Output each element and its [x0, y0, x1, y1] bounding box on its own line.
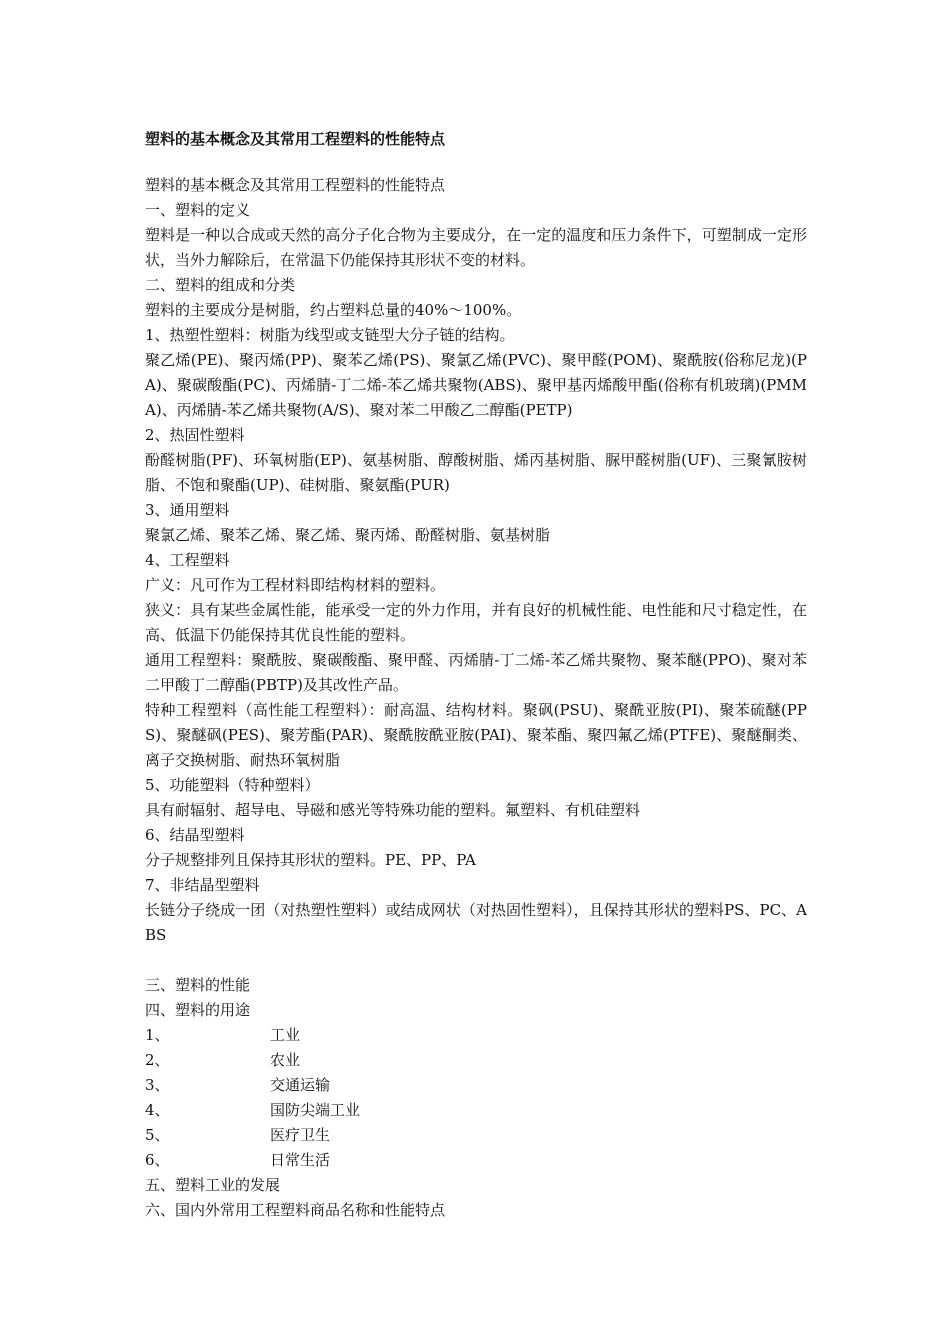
- list-item-number: 6、: [145, 1151, 170, 1169]
- section-heading: 五、塑料工业的发展: [145, 1176, 281, 1194]
- paragraph: 分子规整排列且保持其形状的塑料。PE、PP、PA: [145, 851, 476, 869]
- document-page: [145, 127, 807, 1223]
- paragraph: 具有耐辐射、超导电、导磁和感光等特殊功能的塑料。氟塑料、有机硅塑料: [145, 801, 641, 819]
- blank-line: [145, 948, 807, 973]
- paragraph: 特种工程塑料（高性能工程塑料）：耐高温、结构材料。聚砜(PSU)、聚酰亚胺(PI)、聚苯硫醚(PPS)、聚醚砜(PES)、聚芳酯(PAR)、聚酰胺酰亚胺(PAI)、聚苯酯、聚四氟乙烯(PTFE)、聚醚酮类、离子交换树脂、耐热环氧树脂: [145, 701, 807, 769]
- list-item-number: 2、: [145, 1051, 170, 1069]
- paragraph: 塑料是一种以合成或天然的高分子化合物为主要成分，在一定的温度和压力条件下，可塑制成一定形状，当外力解除后，在常温下仍能保持其形状不变的材料。: [145, 226, 807, 269]
- subsection-heading: 3、通用塑料: [145, 501, 230, 519]
- list-item-number: 4、: [145, 1101, 170, 1119]
- paragraph: 通用工程塑料：聚酰胺、聚碳酸酯、聚甲醛、丙烯腈-丁二烯-苯乙烯共聚物、聚苯醚(PPO)、聚对苯二甲酸丁二醇酯(PBTP)及其改性产品。: [145, 651, 807, 694]
- list-item: [145, 1048, 807, 1073]
- list-item-text: 日常生活: [270, 1151, 331, 1169]
- subsection-heading: 4、工程塑料: [145, 551, 230, 569]
- list-item: [145, 1073, 807, 1098]
- list-item-text: 交通运输: [270, 1076, 331, 1094]
- section-heading: 三、塑料的性能: [145, 976, 251, 994]
- paragraph: 长链分子绕成一团（对热塑性塑料）或结成网状（对热固性塑料），且保持其形状的塑料PS、PC、ABS: [145, 901, 807, 944]
- list-item-number: 1、: [145, 1026, 170, 1044]
- subsection-heading: 7、非结晶型塑料: [145, 876, 260, 894]
- section-heading: 一、塑料的定义: [145, 201, 251, 219]
- document-body: [145, 173, 807, 1223]
- list-item: [145, 1023, 807, 1048]
- list-item-text: 医疗卫生: [270, 1126, 331, 1144]
- subsection-heading: 2、热固性塑料: [145, 426, 245, 444]
- list-item-text: 农业: [270, 1051, 301, 1069]
- list-item: [145, 1123, 807, 1148]
- subsection-heading: 1、热塑性塑料：树脂为线型或支链型大分子链的结构。: [145, 326, 515, 344]
- paragraph: 酚醛树脂(PF)、环氧树脂(EP)、氨基树脂、醇酸树脂、烯丙基树脂、脲甲醛树脂(UF)、三聚氰胺树脂、不饱和聚酯(UP)、硅树脂、聚氨酯(PUR): [145, 451, 807, 494]
- uses-list: [145, 1023, 807, 1173]
- paragraph: 聚氯乙烯、聚苯乙烯、聚乙烯、聚丙烯、酚醛树脂、氨基树脂: [145, 526, 551, 544]
- section-heading: 二、塑料的组成和分类: [145, 276, 296, 294]
- list-item: [145, 1148, 807, 1173]
- section-heading: 四、塑料的用途: [145, 1001, 251, 1019]
- intro-heading: 塑料的基本概念及其常用工程塑料的性能特点: [145, 176, 446, 194]
- paragraph: 狭义：具有某些金属性能，能承受一定的外力作用，并有良好的机械性能、电性能和尺寸稳定性，在高、低温下仍能保持其优良性能的塑料。: [145, 601, 807, 644]
- paragraph: 广义：凡可作为工程材料即结构材料的塑料。: [145, 576, 446, 594]
- paragraph: 塑料的主要成分是树脂，约占塑料总量的40%～100%。: [145, 301, 522, 319]
- list-item-number: 5、: [145, 1126, 170, 1144]
- list-item-number: 3、: [145, 1076, 170, 1094]
- list-item-text: 工业: [270, 1026, 301, 1044]
- subsection-heading: 5、功能塑料（特种塑料）: [145, 776, 320, 794]
- section-heading: 六、国内外常用工程塑料商品名称和性能特点: [145, 1201, 446, 1219]
- subsection-heading: 6、结晶型塑料: [145, 826, 245, 844]
- list-item: [145, 1098, 807, 1123]
- paragraph: 聚乙烯(PE)、聚丙烯(PP)、聚苯乙烯(PS)、聚氯乙烯(PVC)、聚甲醛(POM)、聚酰胺(俗称尼龙)(PA)、聚碳酸酯(PC)、丙烯腈-丁二烯-苯乙烯共聚物(ABS)、聚甲基丙烯酸甲酯(俗称有机玻璃)(PMMA)、丙烯腈-苯乙烯共聚物(A/S)、聚对苯二甲酸乙二醇酯(PETP): [145, 351, 807, 419]
- list-item-text: 国防尖端工业: [270, 1101, 361, 1119]
- document-title: 塑料的基本概念及其常用工程塑料的性能特点: [145, 130, 446, 148]
